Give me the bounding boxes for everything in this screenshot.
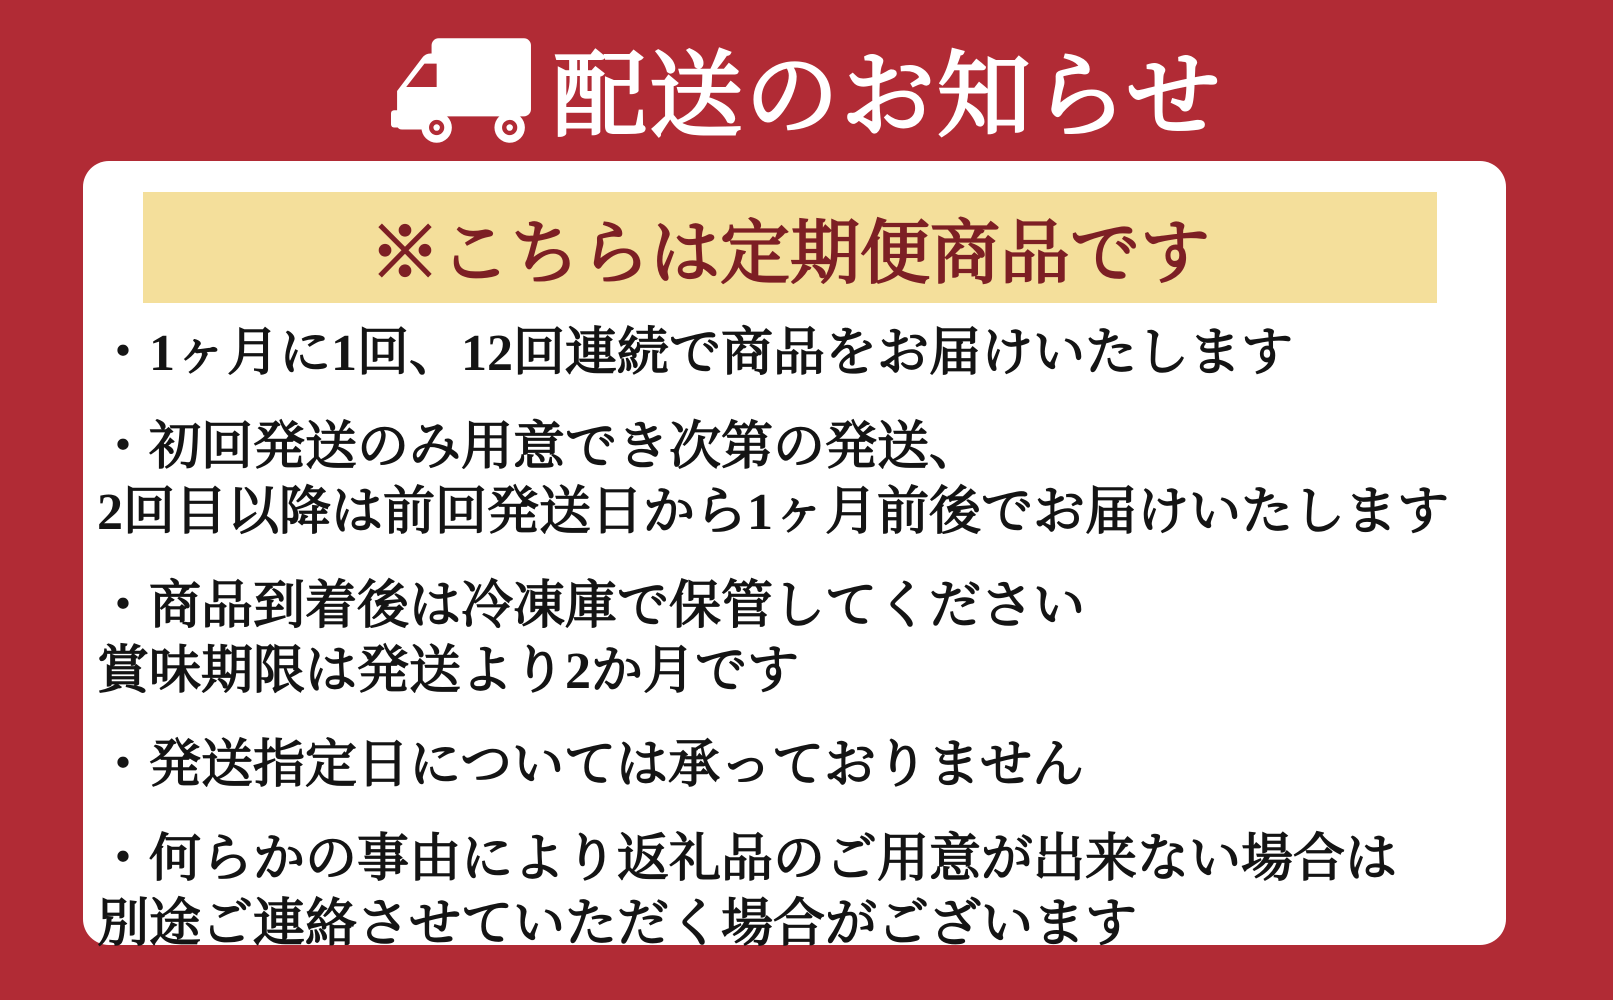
header (0, 22, 1613, 152)
notice-list (97, 321, 1486, 986)
page-title: 配送のお知らせ (552, 44, 1223, 149)
subscription-banner-text: ※こちらは定期便商品です (370, 216, 1210, 293)
truck-icon (391, 36, 533, 144)
notice-item-delivery-cycle: ・1ヶ月に1回、12回連続で商品をお届けいたします (97, 325, 1294, 382)
notice-card (83, 161, 1506, 953)
notice-item-storage: ・商品到着後は冷凍庫で保管してください 賞味期限は発送より2か月です (97, 578, 1086, 700)
notice-item-first-shipment: ・初回発送のみ用意でき次第の発送、 2回目以降は前回発送日から1ヶ月前後でお届けいたします (97, 419, 1450, 541)
notice-item-unavailable-contact: ・何らかの事由により返礼品のご用意が出来ない場合は 別途ご連絡させていただく場合がございます (97, 831, 1398, 953)
subscription-banner (143, 192, 1437, 303)
notice-item-no-date-designation: ・発送指定日については承っておりません (97, 737, 1084, 794)
